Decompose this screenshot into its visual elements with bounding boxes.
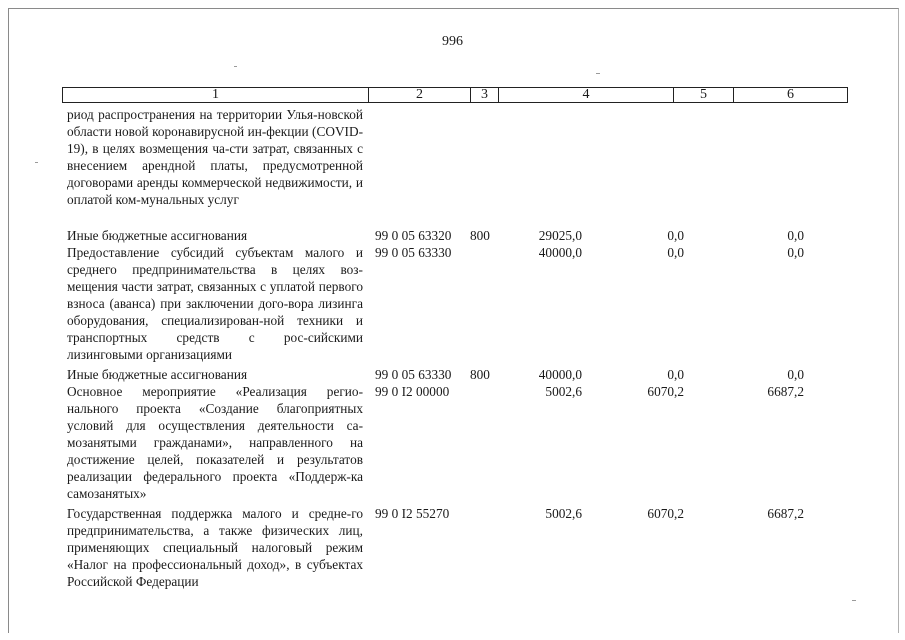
table-row-value-col4: 40000,0 xyxy=(538,367,582,382)
scan-speck xyxy=(596,73,600,74)
table-row-value-col6: 6687,2 xyxy=(767,384,804,399)
table-row-value-col6: 0,0 xyxy=(787,367,804,382)
table-row-description: Государственная поддержка малого и средне-го предпринимательства, а также физических лиц, применяющих специальный налоговый режим «Налог на профессиональный доход», в субъектах Российской Федерации xyxy=(67,506,363,589)
table-row-value-col5: 0,0 xyxy=(667,367,684,382)
table-row-value-col4: 40000,0 xyxy=(538,245,582,260)
scan-speck xyxy=(234,66,237,67)
header-col-4: 4 xyxy=(499,88,674,102)
page-number: 996 xyxy=(442,34,463,49)
table-row-description: риод распространения на территории Улья-новской области новой коронавирусной ин-фекции (COVID-19), в целях возмещения ча-сти затрат, связанных с внесением арендной платы, предусмотренной договорами аренды коммерческой недвижимости, и оплатой ком-мунальных услуг xyxy=(67,107,363,207)
table-header xyxy=(62,87,848,103)
table-row-value-col6: 0,0 xyxy=(787,228,804,243)
scan-speck xyxy=(35,162,38,163)
header-col-1: 1 xyxy=(63,88,369,102)
table-row-value-col6: 6687,2 xyxy=(767,506,804,521)
table-row-description: Иные бюджетные ассигнования xyxy=(67,228,248,243)
table-row-expense-type: 800 xyxy=(470,228,490,243)
table-row-code: 99 0 I2 00000 xyxy=(375,384,450,399)
table-row-code: 99 0 05 63320 xyxy=(375,228,452,243)
header-col-3: 3 xyxy=(471,88,499,102)
table-row-description: Иные бюджетные ассигнования xyxy=(67,367,248,382)
table-row-value-col5: 0,0 xyxy=(667,228,684,243)
table-row-value-col6: 0,0 xyxy=(787,245,804,260)
table-row-code: 99 0 05 63330 xyxy=(375,245,452,260)
table-row-value-col5: 6070,2 xyxy=(647,384,684,399)
header-col-6: 6 xyxy=(787,87,794,102)
table-row-expense-type: 800 xyxy=(470,367,490,382)
table-row-value-col5: 6070,2 xyxy=(647,506,684,521)
header-col-2: 2 xyxy=(369,88,471,102)
table-row-value-col5: 0,0 xyxy=(667,245,684,260)
table-row-code: 99 0 05 63330 xyxy=(375,367,452,382)
table-row-value-col4: 5002,6 xyxy=(545,506,582,521)
table-row-description: Основное мероприятие «Реализация регио-нального проекта «Создание благоприятных условий для осуществления деятельности са-мозанятыми гражданами», направленного на достижение целей, показателей и результатов реализации федерального проекта «Поддерж-ка самозанятых» xyxy=(67,384,363,501)
table-row-code: 99 0 I2 55270 xyxy=(375,506,450,521)
table-row-value-col4: 5002,6 xyxy=(545,384,582,399)
scan-speck xyxy=(852,600,856,601)
header-col-5: 5 xyxy=(674,88,734,102)
table-row-value-col4: 29025,0 xyxy=(538,228,582,243)
table-row-description: Предоставление субсидий субъектам малого и среднего предпринимательства в целях воз-мещения части затрат, связанных с уплатой первого взноса (аванса) при заключении дого-вора лизинга оборудования, специализирован-ной техники и транспортных средств с рос-сийскими лизинговыми организациями xyxy=(67,245,363,362)
